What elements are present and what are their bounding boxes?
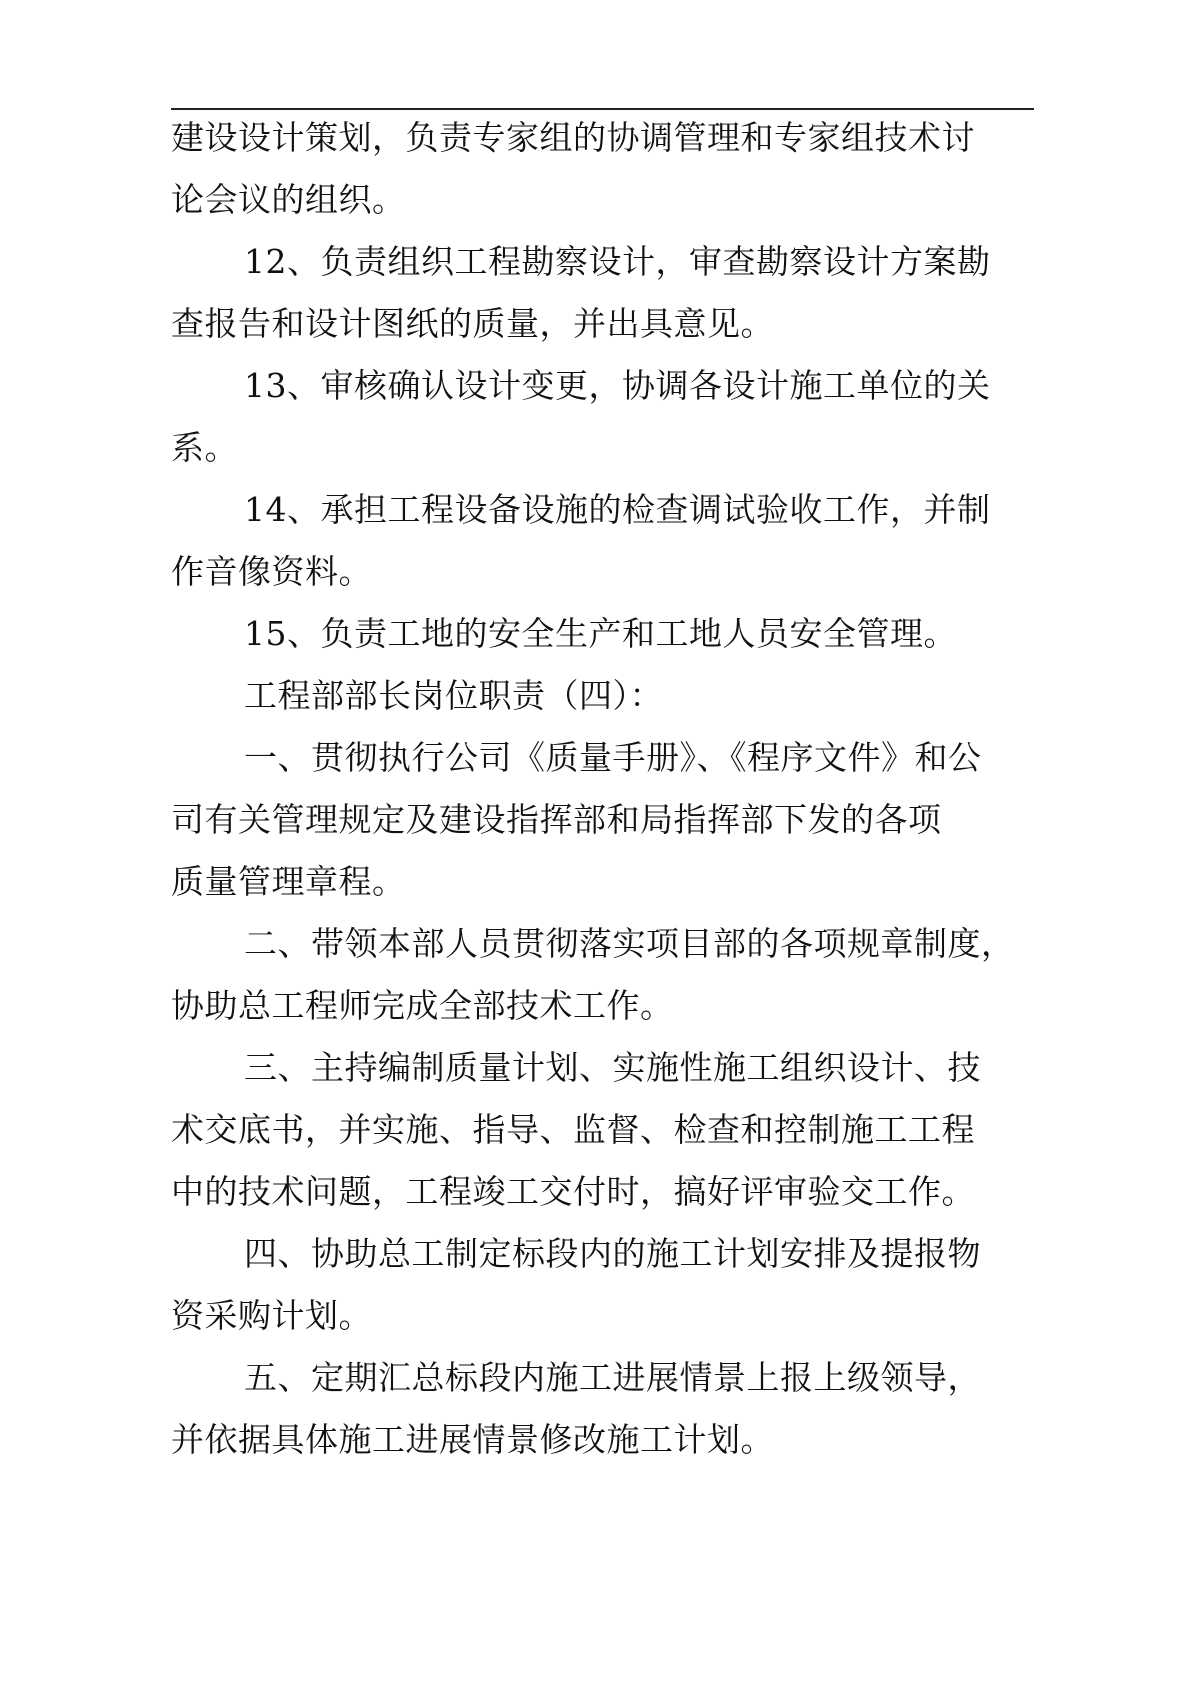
paragraph-14-line-1: 14、承担工程设备设施的检查调试验收工作，并制: [244, 490, 991, 529]
item-3-line-2: 术交底书，并实施、指导、监督、检查和控制施工工程: [171, 1110, 975, 1149]
item-3-line-1: 三、主持编制质量计划、实施性施工组织设计、技: [244, 1048, 981, 1087]
text-line: 建设设计策划，负责专家组的协调管理和专家组技术讨: [171, 118, 975, 157]
section-heading: 工程部部长岗位职责（四）：: [244, 676, 663, 715]
item-1-line-3: 质量管理章程。: [171, 862, 406, 901]
item-3-line-3: 中的技术问题，工程竣工交付时，搞好评审验交工作。: [171, 1172, 975, 1211]
item-2-line-2: 协助总工程师完成全部技术工作。: [171, 986, 674, 1025]
paragraph-13-line-2: 系。: [171, 428, 238, 467]
paragraph-13-line-1: 13、审核确认设计变更，协调各设计施工单位的关: [244, 366, 991, 405]
item-4-line-2: 资采购计划。: [171, 1296, 372, 1335]
item-1-line-1: 一、贯彻执行公司《质量手册》、《程序文件》和公: [244, 738, 982, 777]
item-5-line-1: 五、定期汇总标段内施工进展情景上报上级领导，: [244, 1358, 981, 1397]
paragraph-12-line-1: 12、负责组织工程勘察设计，审查勘察设计方案勘: [244, 242, 991, 281]
paragraph-12-line-2: 查报告和设计图纸的质量，并出具意见。: [171, 304, 774, 343]
paragraph-14-line-2: 作音像资料。: [171, 552, 372, 591]
item-1-line-2: 司有关管理规定及建设指挥部和局指挥部下发的各项: [171, 800, 942, 839]
text-line: 论会议的组织。: [171, 180, 406, 219]
header-rule: [171, 108, 1034, 110]
paragraph-15-line-1: 15、负责工地的安全生产和工地人员安全管理。: [244, 614, 957, 653]
item-4-line-1: 四、协助总工制定标段内的施工计划安排及提报物: [244, 1234, 981, 1273]
item-5-line-2: 并依据具体施工进展情景修改施工计划。: [171, 1420, 774, 1459]
item-2-line-1: 二、带领本部人员贯彻落实项目部的各项规章制度，: [244, 924, 1015, 963]
